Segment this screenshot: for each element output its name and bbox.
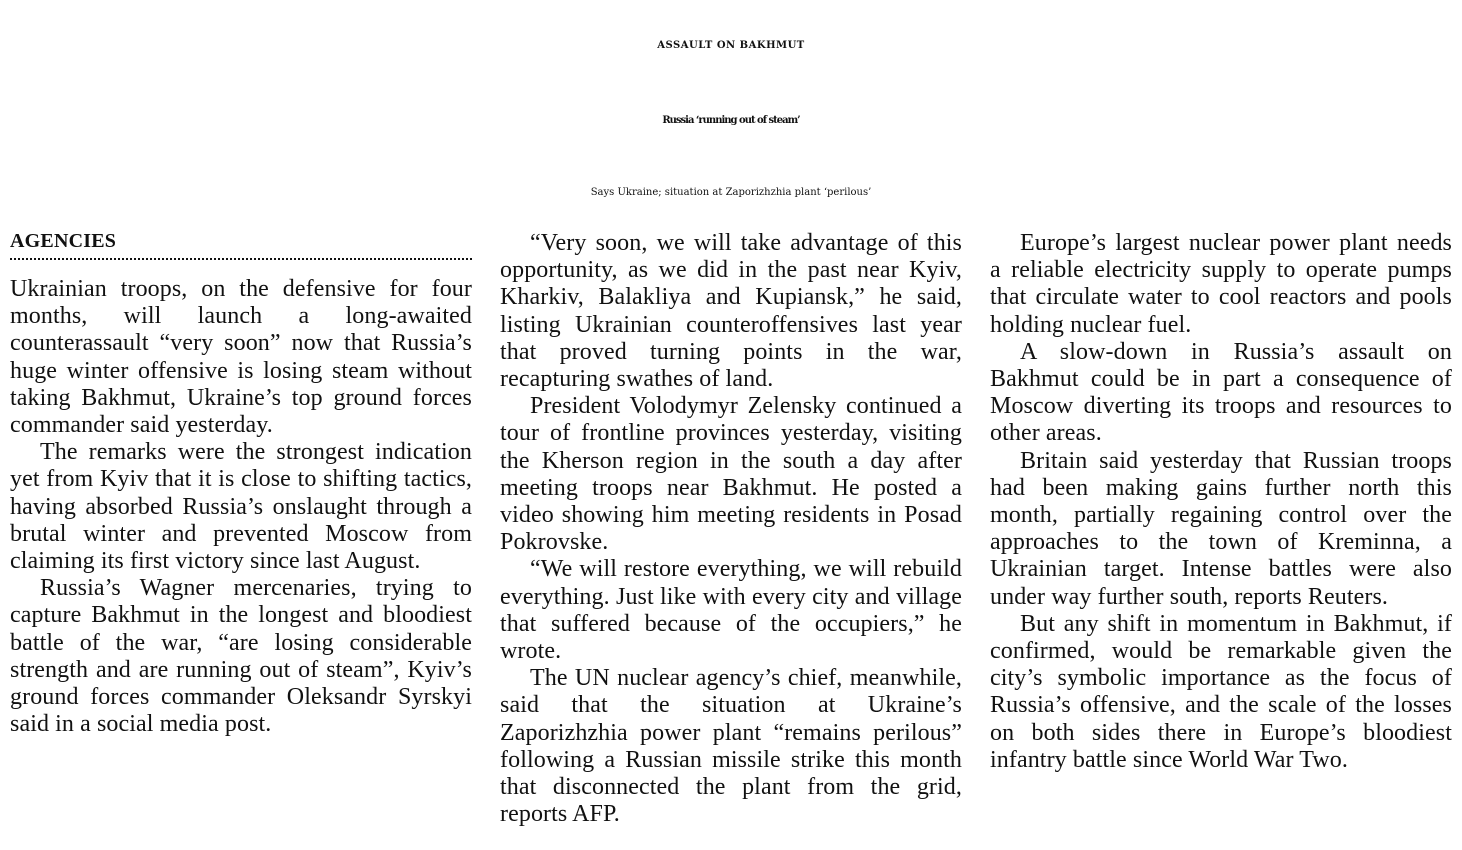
byline-divider — [10, 258, 472, 260]
paragraph: But any shift in momentum in Bakhmut, if confirmed, would be remarkable given the city’s symbolic importance as the focus of Russia’s offensive, and the scale of the losses on both sides there in Europe’s bloodiest infantry battle since World War Two. — [990, 610, 1452, 773]
headline: Russia ‘running out of steam’ — [662, 115, 800, 126]
column-3 — [990, 230, 1452, 774]
paragraph: Ukrainian troops, on the defensive for four months, will launch a long-awaited counterassault “very soon” now that Russia’s huge winter offensive is losing steam without taking Bakhmut, Ukraine’s top ground forces commander said yesterday. — [10, 276, 472, 439]
paragraph: President Volodymyr Zelensky continued a tour of frontline provinces yesterday, visiting the Kherson region in the south a day after meeting troops near Bakhmut. He posted a video showing him meeting residents in Posad Pokrovske. — [500, 393, 962, 556]
paragraph: Europe’s largest nuclear power plant needs a reliable electricity supply to operate pumps that circulate water to cool reactors and pools holding nuclear fuel. — [990, 230, 1452, 338]
paragraph: The UN nuclear agency’s chief, meanwhile, said that the situation at Ukraine’s Zaporizhzhia power plant “remains perilous” following a Russian missile strike this month that disconnected the plant from the grid, reports AFP. — [500, 665, 962, 828]
paragraph: Britain said yesterday that Russian troops had been making gains further north this month, partially regaining control over the approaches to the town of Kreminna, a Ukrainian target. Intense battles were also under way further south, reports Reuters. — [990, 447, 1452, 610]
column-1 — [10, 230, 472, 738]
byline: AGENCIES — [10, 230, 117, 252]
column-2 — [500, 230, 962, 828]
paragraph: A slow-down in Russia’s assault on Bakhmut could be in part a consequence of Moscow diverting its troops and resources to other areas. — [990, 338, 1452, 447]
paragraph: “Very soon, we will take advantage of this opportunity, as we did in the past near Kyiv, Kharkiv, Balakliya and Kupiansk,” he said, listing Ukrainian counteroffensives last year that proved turning points in the war, recapturing swathes of land. — [500, 230, 962, 393]
paragraph: “We will restore everything, we will rebuild everything. Just like with every city and village that suffered because of the occupiers,” he wrote. — [500, 556, 962, 665]
kicker: ASSAULT ON BAKHMUT — [657, 40, 805, 51]
subheadline: Says Ukraine; situation at Zaporizhzhia plant ‘perilous’ — [590, 187, 872, 198]
paragraph: The remarks were the strongest indication yet from Kyiv that it is close to shifting tactics, having absorbed Russia’s onslaught through a brutal winter and prevented Moscow from claiming its first victory since last August. — [10, 439, 472, 575]
paragraph: Russia’s Wagner mercenaries, trying to capture Bakhmut in the longest and bloodiest battle of the war, “are losing considerable strength and are running out of steam”, Kyiv’s ground forces commander Oleksandr Syrskyi said in a social media post. — [10, 575, 472, 738]
